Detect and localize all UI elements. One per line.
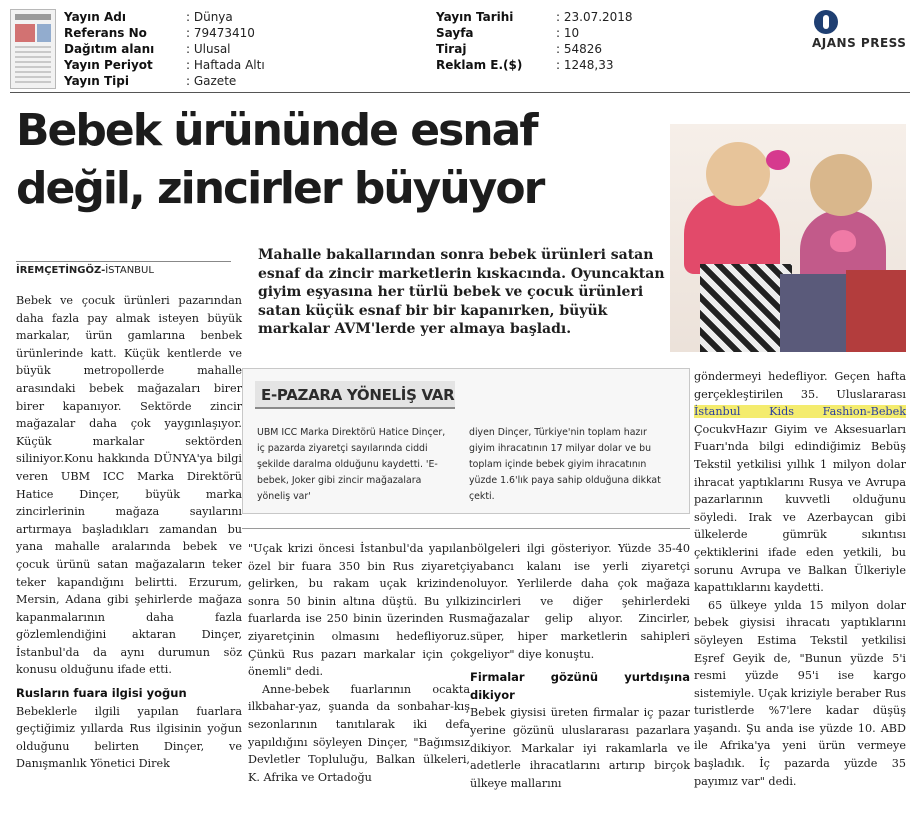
- meta-label: Yayın Adı: [64, 10, 126, 24]
- newspaper-thumbnail-icon: [10, 9, 56, 89]
- meta-value: : Haftada Altı: [186, 58, 265, 72]
- sidebar-box-text-2: diyen Dinçer, Türkiye'nin toplam hazır giyim ihracatının 17 milyar dolar ve bu toplam içinde bebek giyim ihracatının yüzde 1.6'lık paya sahip olduğuna dikkat çekti.: [469, 427, 661, 502]
- meta-value: : Dünya: [186, 10, 233, 24]
- headline: [16, 102, 656, 218]
- meta-value: : 23.07.2018: [556, 10, 633, 24]
- sidebar-box-title: E-PAZARA YÖNELİŞ VAR: [255, 381, 455, 409]
- column-divider: [242, 528, 690, 529]
- byline-name: İREMÇETİNGÖZ-: [16, 265, 106, 276]
- meta-label: Tiraj: [436, 42, 467, 56]
- byline-city: İSTANBUL: [105, 265, 154, 276]
- meta-value: : 1248,33: [556, 58, 614, 72]
- column-1-paragraph-2: Bebeklerle ilgili yapılan fuarlara geçtiğimiz yıllarda Rus ilgisinin yoğun olduğunu belirten Dinçer, ve Danışmanlık Yönetici Direk: [16, 704, 242, 771]
- meta-label: Yayın Tipi: [64, 74, 129, 88]
- ajans-press-logo-icon: [814, 10, 838, 34]
- column-3-paragraph-2: Bebek giysisi üreten firmalar iç pazar yerine gözünü uluslararası pazarlara dikiyor. Markalar iyi rakamlarla ve adetlerle ihracatlarını artırıp birçok ülkeye mallarını: [470, 706, 690, 790]
- column-4-paragraph-2: 65 ülkeye yılda 15 milyon dolar bebek giysisi ihracatı yaptıklarını söyleyen Estima Tekstil yetkilisi Eşref Geyik de, "Bunun yüzde 5'i resmi yüzde 95'i ise kargo sistemiyle. Uçak kriziyle beraber Rus turistlerde %7'lere kadar düşüş yaşandı. Şu anda ise yüzde 10. ABD ile Afrika'ya yeni ürün vermeye başladık. İç pazarda yüzde 35 payımız var" dedi.: [694, 598, 906, 788]
- meta-label: Dağıtım alanı: [64, 42, 155, 56]
- column-4: [694, 368, 906, 790]
- lead-paragraph: Mahalle bakallarından sonra bebek ürünleri satan esnaf da zincir marketlerin kıskacında. Oyuncaktan giyim eşyasına her türlü bebek ve çocuk ürünleri satan küçük esnaf bir bir kapanırken, büyük markalar AVM'lerde yer almaya başladı.: [258, 247, 665, 337]
- column-2-paragraph-2: Anne-bebek fuarlarının ocakta ilkbahar-yaz, şuanda da sonbahar-kış sezonlarının tanıtılarak iki defa yapıldığını söyleyen Dinçer, "Bağımsız Devletler Topluluğu, Balkan ülkeleri, K. Afrika ve Ortadoğu: [248, 682, 470, 784]
- column-1-paragraph: Bebek ve çocuk ürünleri pazarından daha fazla pay almak isteyen büyük markalar, ürün gamlarına benbek ürünlerinde katt. Küçük kentlerde ve büyük metropollerde mahalle arasındaki bebek mağazaları birer birer kapanıyor. Sektörde zincir mağazalar daha çok yaygınlaşıyor. Küçük markalar sektörden siliniyor.Konu hakkında DÜNYA'ya bilgi veren UBM ICC Marka Direktörü Hatice Dinçer, büyük marka zincirlerinin mağaza sayılarını artırmaya başladıkları zamandan bu yana mahalle aralarında bebek ve çocuk ürünü satan mağazaların teker teker kapandığını belirtti. Erzurum, Mersin, Adana gibi şehirlerde mağaza kapanmalarının daha fazla gözlemlendiğini aktaran Dinçer, İstanbul'da da aynı durumun söz konusu olduğunu ifade etti.: [16, 294, 242, 677]
- meta-value: : Gazete: [186, 74, 237, 88]
- byline: [16, 261, 238, 278]
- meta-value: : 79473410: [186, 26, 255, 40]
- column-1: [16, 292, 242, 773]
- meta-label: Sayfa: [436, 26, 474, 40]
- meta-label: Referans No: [64, 26, 147, 40]
- column-2: [248, 540, 470, 786]
- column-3: [470, 540, 690, 792]
- column-4-paragraph: [694, 368, 906, 597]
- highlighted-fair-name: İstanbul Kids Fashion-Bebek: [694, 405, 906, 419]
- meta-label: Reklam E.($): [436, 58, 523, 72]
- meta-value: : Ulusal: [186, 42, 231, 56]
- sidebar-box: [242, 368, 690, 514]
- subhead-exports: Firmalar gözünü yurtdışına dikiyor: [470, 670, 690, 702]
- column-4-text-b: ÇocukvHazır Giyim ve Aksesuarları Fuarı'nda bilgi edindiğimiz Bebüş Tekstil yetkilisi yıllık 1 milyon dolar ihracat yaptıklarını Rusya ve Avrupa pazarlarının kuvvetli olduğunu söyledi. Irak ve Azerbaycan gibi ülkelerde gümrük sıkıntısı çektiklerini ifade eden yetkili, bu sorunu Avrupa ve Balkan Ülkeriyle kapattıklarını kaydetti.: [694, 422, 906, 595]
- meta-value: : 10: [556, 26, 580, 40]
- headline-line-1: Bebek ürününde esnaf: [16, 105, 537, 156]
- headline-line-2: değil, zincirler büyüyor: [16, 163, 544, 214]
- meta-value: : 54826: [556, 42, 603, 56]
- column-4-text-a: göndermeyi hedefliyor. Geçen hafta gerçekleştirilen 35. Uluslararası: [694, 370, 906, 401]
- article-photo: [670, 124, 906, 352]
- ajans-press-logo: [812, 10, 910, 50]
- meta-label: Yayın Periyot: [64, 58, 153, 72]
- column-2-paragraph: "Uçak krizi öncesi İstanbul'da yapılan özel bir fuara 350 bin Rus ziyaretçi gelirken, bu rakam uçak krizinden sonra 50 binin altına düştü. Bu yılki fuarlarda ise 250 binin üzerinden Rus ziyaretçinin olmasını hedefliyoruz. Çünkü Rus pazarı markalar için çok önemli" dedi.: [248, 542, 470, 679]
- column-3-paragraph: bölgeleri ilgi gösteriyor. Yüzde 35-40 yabancı kalanı ise yerli ziyaretçi oluyor. Yerlilerde daha çok mağaza zincirleri ve diğer şehirlerdeki mağazalar gelip alıyor. Zincirler, süper, hiper marketlerin sahipleri geliyor" diye konuştu.: [470, 542, 690, 661]
- article-clipping: [10, 96, 910, 816]
- header-divider: [10, 92, 910, 93]
- logo-text: AJANS PRESS: [812, 36, 907, 50]
- meta-label: Yayın Tarihi: [436, 10, 514, 24]
- lead-marker: [231, 258, 243, 288]
- subhead-russians: Rusların fuara ilgisi yoğun: [16, 686, 187, 701]
- sidebar-box-text-1: UBM ICC Marka Direktörü Hatice Dinçer, iç pazarda ziyaretçi sayılarında ciddi şekilde daralma olduğunu kaydetti. 'E-bebek, Joker gibi zincir mağazalara yöneliş var': [257, 427, 446, 502]
